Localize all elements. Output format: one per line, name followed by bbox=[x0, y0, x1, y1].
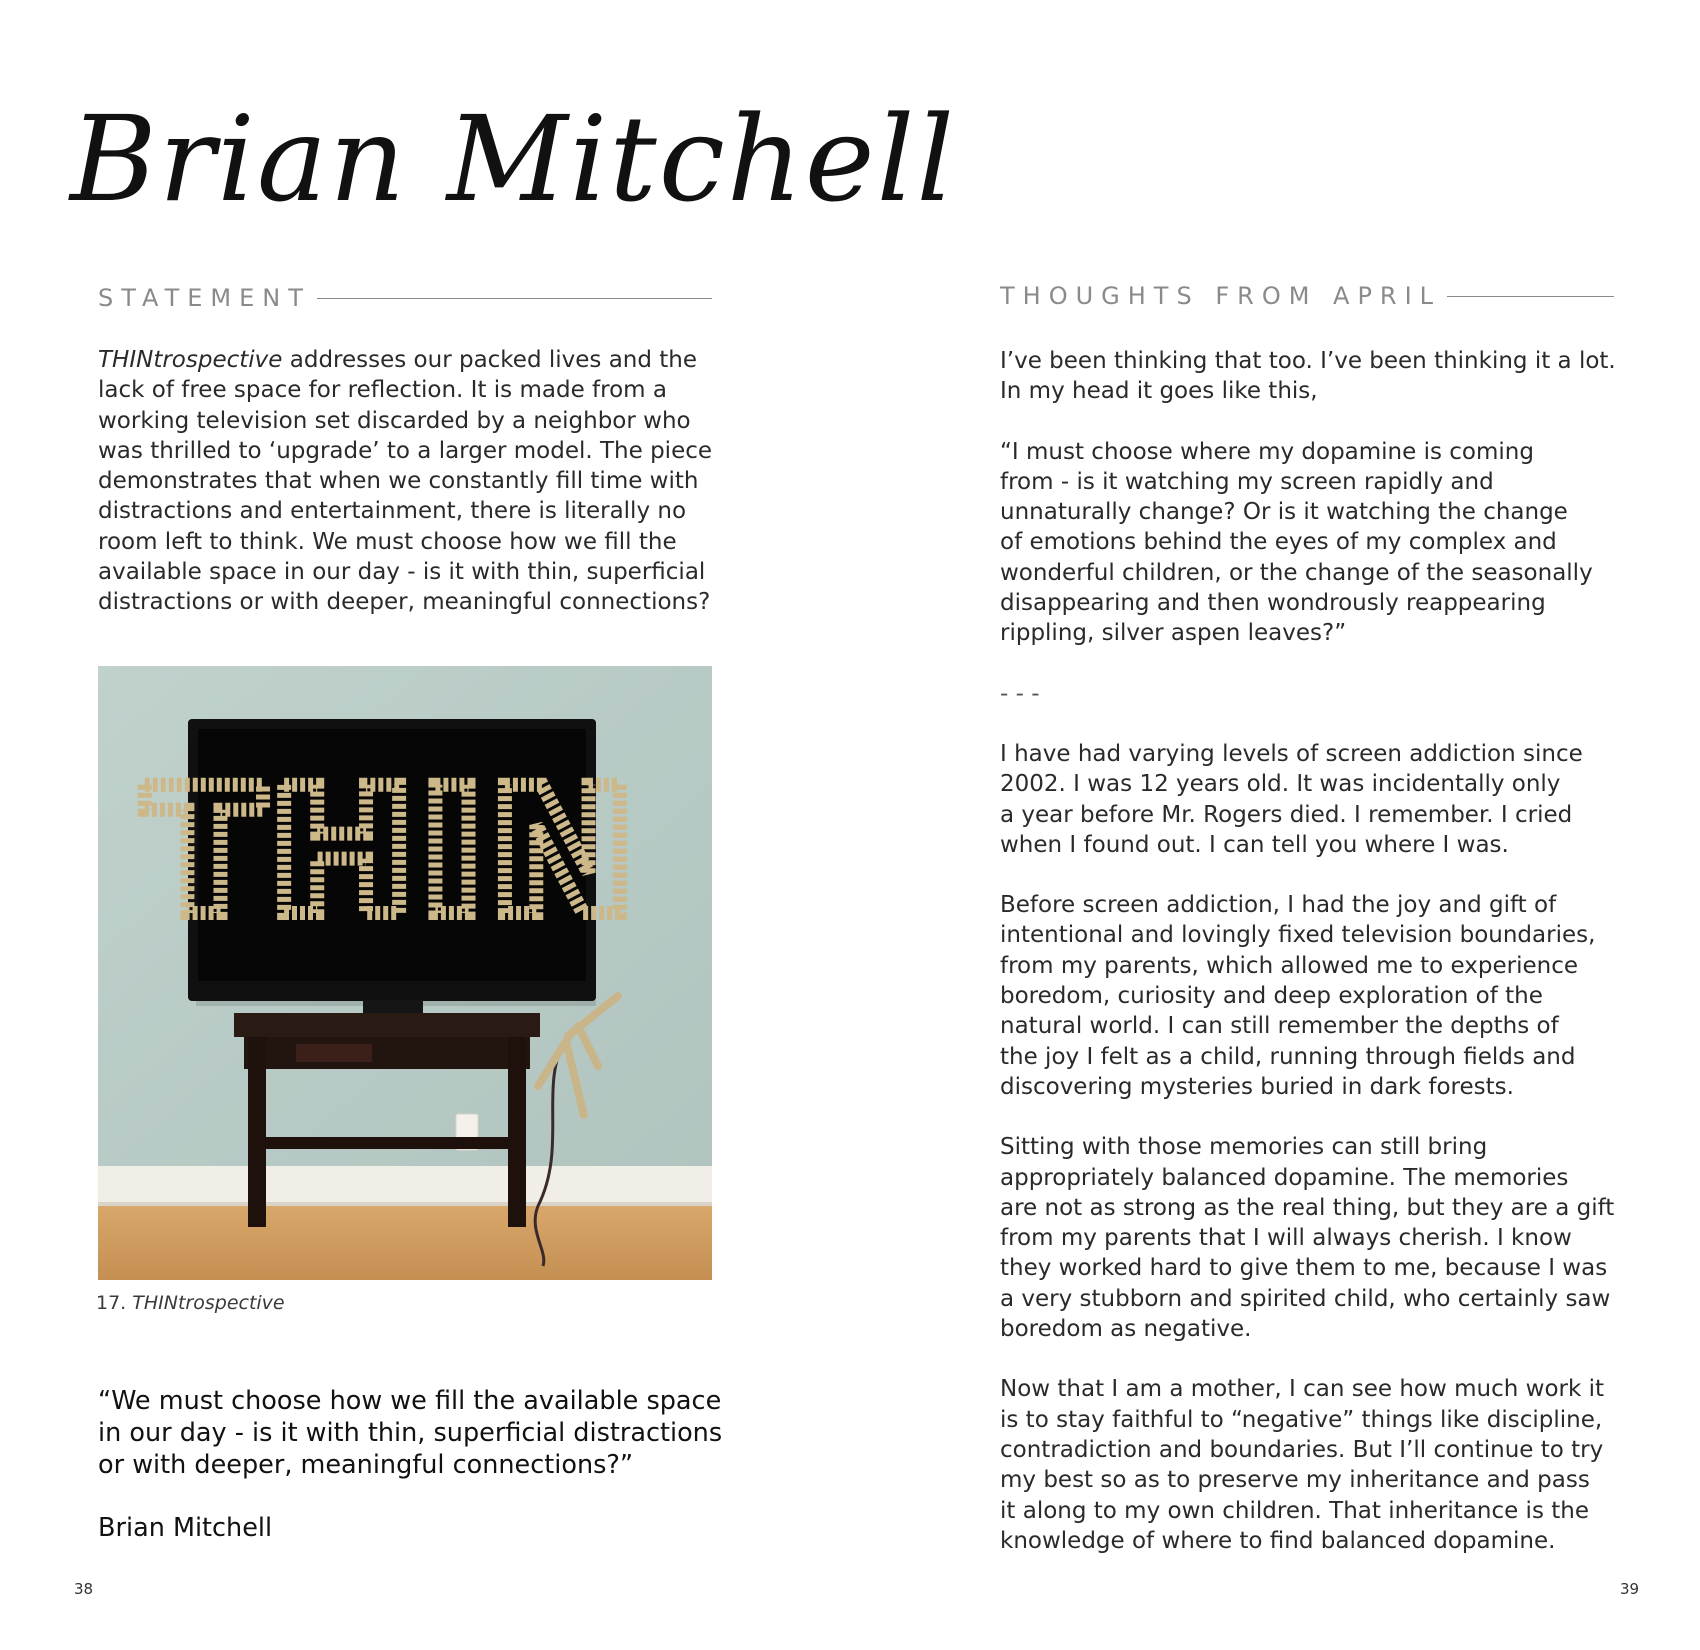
statement-heading-label: STATEMENT bbox=[98, 284, 311, 312]
signature-text: Brian Mitchell bbox=[70, 90, 957, 228]
thoughts-paragraph: “I must choose where my dopamine is coming from - is it watching my screen rapidly and unnaturally change? Or is it watching the change of emotions behind the eyes of my complex and wonderful children, or the change of the seasonally disappearing and then wondrously reappearing rippling, silver aspen leaves?” bbox=[1000, 438, 1593, 647]
statement-body: addresses our packed lives and the lack of free space for reflection. It is made from a working television set discarded by a neighbor who was thrilled to ‘upgrade’ to a larger model. The piece demonstrates that when we constantly fill time with distractions and entertainment, there is literally no room left to think. We must choose how we fill the available space in our day - is it with thin, superficial distractions or with deeper, meaningful connections? bbox=[98, 347, 713, 616]
artwork-photo bbox=[98, 666, 712, 1280]
thoughts-paragraph: Sitting with those memories can still bring appropriately balanced dopamine. The memories are not as strong as the real thing, but they are a gift from my parents that I will always cherish. I know they worked hard to give them to me, because I was a very stubborn and spirited child, who certainly saw boredom as negative. bbox=[1000, 1134, 1615, 1343]
caption-number: 17. bbox=[96, 1292, 127, 1314]
statement-heading bbox=[98, 284, 712, 312]
statement-title: THINtrospective bbox=[98, 347, 283, 373]
artist-signature bbox=[70, 90, 957, 235]
thoughts-paragraph: Now that I am a mother, I can see how much work it is to stay faithful to “negative” things like discipline, contradiction and boundaries. But I’ll continue to try my best so as to preserve my inheritance and pass it along to my own children. That inheritance is the knowledge of where to find balanced dopamine. bbox=[1000, 1376, 1605, 1554]
artwork-word: THIN bbox=[143, 750, 641, 955]
pull-quote: “We must choose how we fill the available space in our day - is it with thin, superficial distractions or with deeper, meaningful connections?” bbox=[98, 1386, 723, 1480]
thoughts-heading bbox=[1000, 282, 1614, 310]
quote-author: Brian Mitchell bbox=[98, 1513, 273, 1543]
page-number-left: 38 bbox=[74, 1580, 94, 1598]
caption-title: THINtrospective bbox=[132, 1292, 285, 1314]
thoughts-heading-rule bbox=[1447, 296, 1614, 297]
thoughts-text bbox=[1000, 346, 1640, 1556]
statement-text bbox=[98, 345, 728, 618]
thoughts-separator: - - - bbox=[1000, 680, 1040, 707]
artwork-caption bbox=[96, 1292, 285, 1314]
thoughts-paragraph: I’ve been thinking that too. I’ve been thinking it a lot. In my head it goes like this, bbox=[1000, 348, 1616, 405]
thoughts-heading-label: THOUGHTS FROM APRIL bbox=[1000, 282, 1442, 310]
thoughts-paragraph: I have had varying levels of screen addiction since 2002. I was 12 years old. It was incidentally only a year before Mr. Rogers died. I remember. I cried when I found out. I can tell you where I was. bbox=[1000, 740, 1583, 858]
thoughts-paragraph: Before screen addiction, I had the joy and gift of intentional and lovingly fixed television boundaries, from my parents, which allowed me to experience boredom, curiosity and deep exploration of the natural world. I can still remember the depths of the joy I felt as a child, running through fields and discovering mysteries buried in dark forests. bbox=[1000, 892, 1596, 1100]
page-number-right: 39 bbox=[1620, 1580, 1640, 1598]
statement-heading-rule bbox=[317, 298, 712, 299]
